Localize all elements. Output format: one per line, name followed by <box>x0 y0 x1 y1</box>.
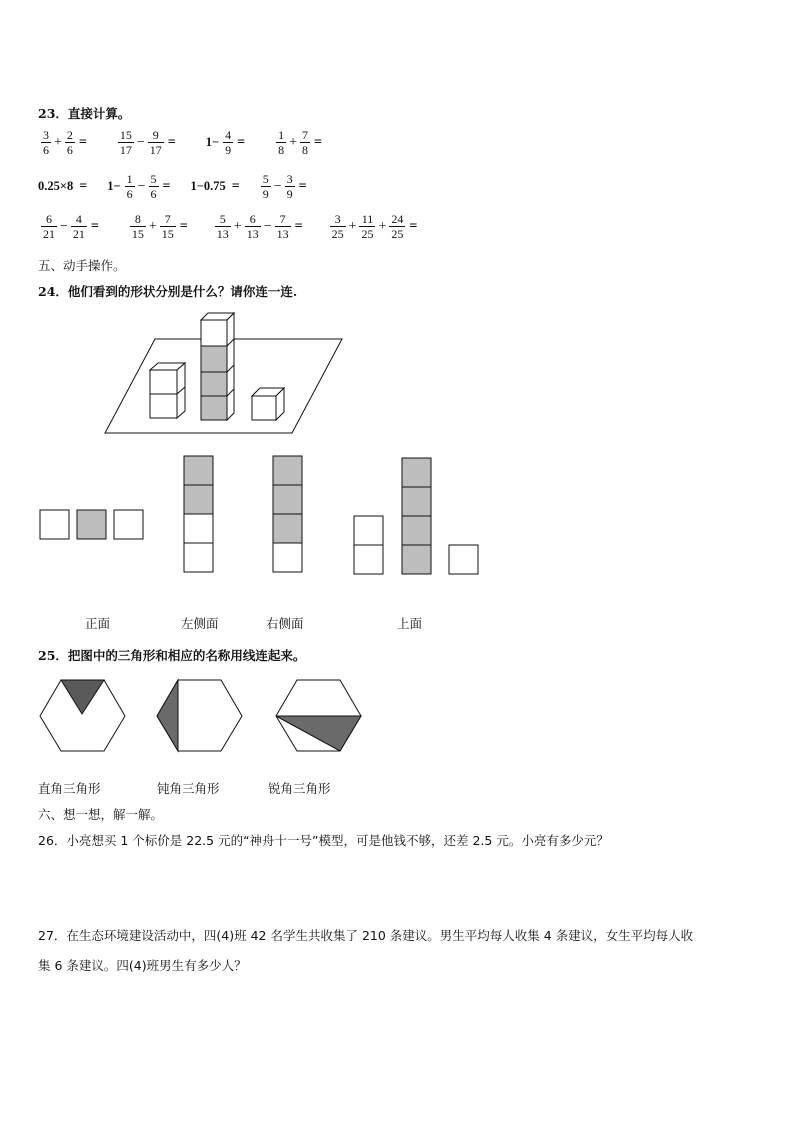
numerator: 24 <box>391 212 404 226</box>
denominator: 9 <box>225 143 232 157</box>
equals-sign: = <box>231 178 240 194</box>
q27-text-line-2: 集 6 条建议。四(4)班男生有多少人？ <box>38 958 247 973</box>
numerator: 7 <box>302 128 309 142</box>
hexagon-obtuse-triangle <box>155 678 245 754</box>
denominator: 17 <box>149 143 162 157</box>
calc-expression <box>129 212 188 241</box>
fraction <box>71 212 87 241</box>
q26-text: 26．小亮想买 1 个标价是 22.5 元的“神舟十一号”模型，可是他钱不够，还差 2.5 元。小亮有多少元？ <box>38 833 609 848</box>
operator: + <box>378 218 387 234</box>
hexagon-acute-triangle <box>274 678 364 754</box>
operator: + <box>233 218 242 234</box>
fraction <box>245 212 261 241</box>
fraction <box>41 128 51 157</box>
numerator: 4 <box>75 212 82 226</box>
q23-row-1 <box>40 128 322 157</box>
fraction <box>149 172 159 201</box>
denominator: 25 <box>391 227 404 241</box>
numerator: 5 <box>150 172 157 186</box>
denominator: 25 <box>361 227 374 241</box>
fraction <box>285 172 295 201</box>
q23-row-3 <box>40 212 417 241</box>
operator: − <box>60 218 68 234</box>
fraction <box>261 172 271 201</box>
equals-sign: = <box>90 218 99 234</box>
operator: + <box>289 134 298 150</box>
calc-expression <box>107 172 170 201</box>
fraction <box>148 128 164 157</box>
denominator: 9 <box>262 187 269 201</box>
denominator: 15 <box>161 227 174 241</box>
calc-expression <box>191 179 240 195</box>
numerator: 3 <box>334 212 341 226</box>
denominator: 13 <box>216 227 229 241</box>
equals-sign: = <box>294 218 303 234</box>
fraction <box>359 212 375 241</box>
fraction <box>130 212 146 241</box>
denominator: 6 <box>150 187 157 201</box>
q27-text-line-1: 27．在生态环境建设活动中，四(4)班 42 名学生共收集了 210 条建议。男生平均每人收集 4 条建议，女生平均每人收 <box>38 928 694 943</box>
numerator: 7 <box>164 212 171 226</box>
expression-text: 0.25×8 <box>38 179 74 193</box>
cube-stack-figure <box>100 308 350 438</box>
denominator: 15 <box>131 227 144 241</box>
numerator: 15 <box>119 128 132 142</box>
q24-title: 24．他们看到的形状分别是什么？请你连一连. <box>38 284 298 299</box>
fraction <box>275 212 291 241</box>
denominator: 21 <box>72 227 85 241</box>
equals-sign: = <box>314 134 323 150</box>
numerator: 5 <box>262 172 269 186</box>
name-obtuse-triangle: 钝角三角形 <box>157 781 220 796</box>
numerator: 3 <box>286 172 293 186</box>
equals-sign: = <box>78 134 87 150</box>
numerator: 11 <box>361 212 374 226</box>
view-label-top: 上面 <box>397 616 423 631</box>
section-5-heading: 五、动手操作。 <box>38 258 126 273</box>
numerator: 7 <box>279 212 286 226</box>
view-top-figure <box>352 456 482 578</box>
calc-expression <box>260 172 307 201</box>
numerator: 6 <box>46 212 52 226</box>
fraction <box>300 128 310 157</box>
numerator: 1 <box>278 128 285 142</box>
name-right-triangle: 直角三角形 <box>38 781 101 796</box>
denominator: 13 <box>276 227 289 241</box>
calc-expression <box>275 128 322 157</box>
denominator: 6 <box>126 187 133 201</box>
operator: + <box>54 134 62 150</box>
numerator: 4 <box>225 128 232 142</box>
calc-expression <box>38 179 87 195</box>
fraction <box>276 128 286 157</box>
equals-sign: = <box>79 178 88 194</box>
view-label-front: 正面 <box>85 616 111 631</box>
expression-text: 1−0.75 <box>190 179 226 193</box>
denominator: 8 <box>278 143 285 157</box>
fraction <box>125 172 135 201</box>
fraction <box>223 128 233 157</box>
equals-sign: = <box>409 218 418 234</box>
equals-sign: = <box>162 178 171 194</box>
hexagon-right-triangle <box>38 678 128 754</box>
view-left-figure <box>182 455 216 575</box>
calc-expression <box>40 212 99 241</box>
fraction <box>389 212 405 241</box>
expression-text: 1− <box>107 179 121 193</box>
view-front-figure <box>38 508 148 542</box>
fraction <box>41 212 57 241</box>
denominator: 6 <box>66 143 73 157</box>
q23-title: 23．直接计算。 <box>38 106 131 121</box>
equals-sign: = <box>179 218 188 234</box>
section-6-heading: 六、想一想，解一解。 <box>38 807 164 822</box>
operator: − <box>263 218 272 234</box>
equals-sign: = <box>237 134 246 150</box>
q25-title: 25．把图中的三角形和相应的名称用线连起来。 <box>38 648 306 663</box>
denominator: 6 <box>43 143 49 157</box>
fraction <box>330 212 346 241</box>
view-label-right: 右侧面 <box>266 616 304 631</box>
operator: − <box>137 178 146 194</box>
fraction <box>65 128 75 157</box>
denominator: 13 <box>246 227 259 241</box>
operator: − <box>273 178 282 194</box>
denominator: 25 <box>331 227 344 241</box>
calc-expression <box>206 128 245 157</box>
operator: + <box>348 218 357 234</box>
q23-row-2 <box>38 172 307 201</box>
denominator: 21 <box>43 227 55 241</box>
equals-sign: = <box>298 178 307 194</box>
calc-expression <box>329 212 418 241</box>
calc-expression <box>117 128 176 157</box>
equals-sign: = <box>167 134 176 150</box>
numerator: 8 <box>134 212 141 226</box>
numerator: 1 <box>126 172 133 186</box>
calc-expression <box>40 128 87 157</box>
calc-expression <box>214 212 303 241</box>
view-label-left: 左侧面 <box>181 616 219 631</box>
denominator: 9 <box>286 187 293 201</box>
numerator: 5 <box>219 212 226 226</box>
numerator: 6 <box>249 212 256 226</box>
denominator: 17 <box>119 143 132 157</box>
view-right-figure <box>271 455 305 575</box>
operator: − <box>136 134 145 150</box>
denominator: 8 <box>302 143 309 157</box>
numerator: 3 <box>43 128 49 142</box>
operator: + <box>148 218 157 234</box>
fraction <box>118 128 134 157</box>
numerator: 9 <box>152 128 159 142</box>
expression-text: 1− <box>205 135 220 149</box>
fraction <box>160 212 176 241</box>
name-acute-triangle: 锐角三角形 <box>268 781 331 796</box>
fraction <box>215 212 231 241</box>
numerator: 2 <box>66 128 73 142</box>
